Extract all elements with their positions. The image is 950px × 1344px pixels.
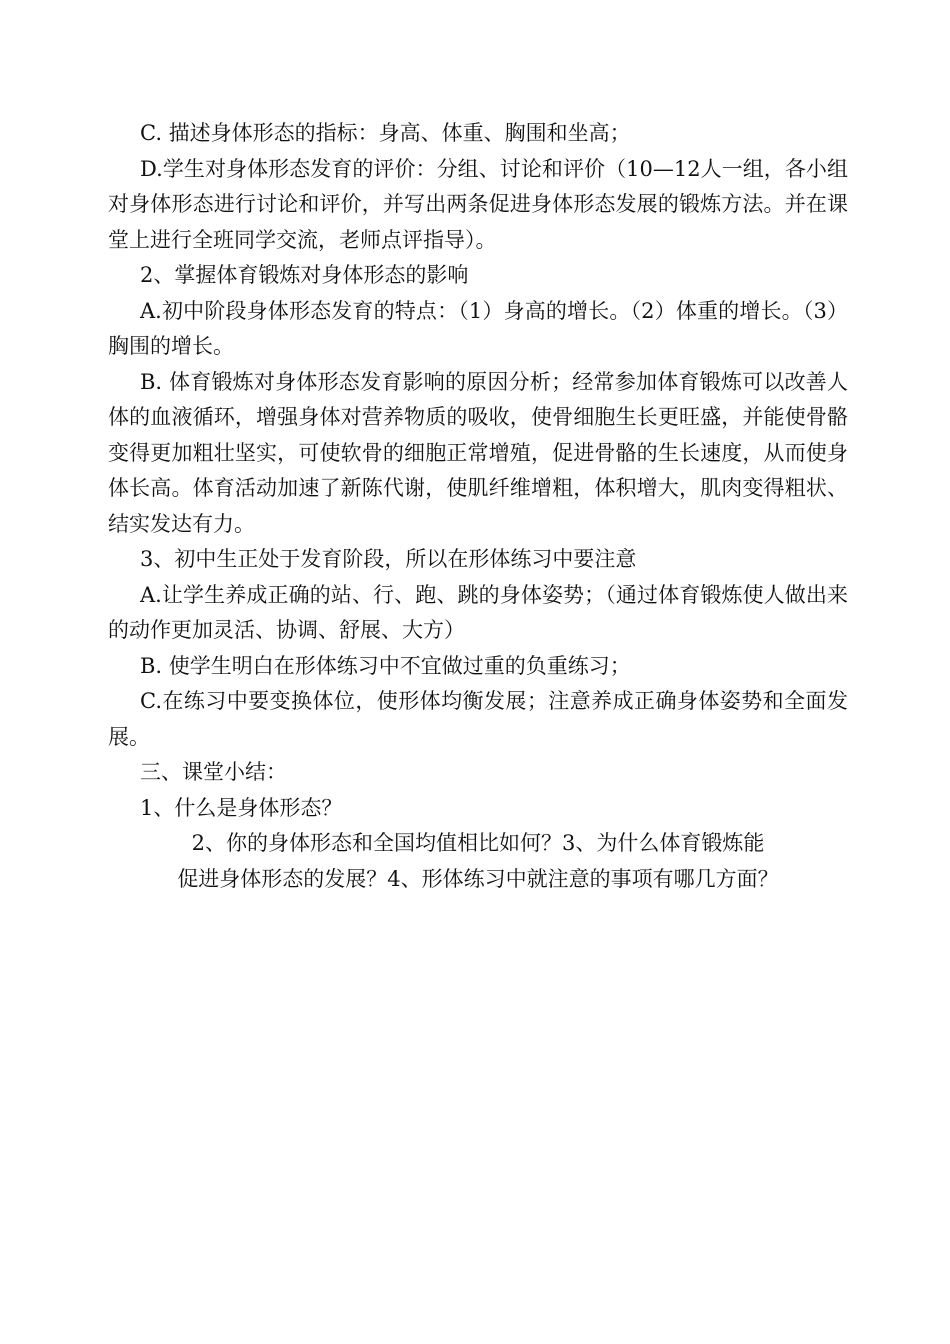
paragraph-body-shape-indicators: C. 描述身体形态的指标：身高、体重、胸围和坐高； — [140, 121, 631, 145]
paragraph-student-evaluation: D.学生对身体形态发育的评价：分组、讨论和评价（10—12人一组，各小组对身体形态进行讨论和评价，并写出两条促进身体形态发展的锻炼方法。并在课堂上进行全班同学交流，老师点评指导）。 — [108, 156, 848, 252]
summary-question-1: 1、什么是身体形态？ — [140, 795, 343, 820]
paragraph-growth-characteristics: A.初中阶段身体形态发育的特点：（1）身高的增长。（2）体重的增长。（3）胸围的增长。 — [108, 298, 848, 358]
section-heading-exercise-influence: 2、掌握体育锻炼对身体形态的影响 — [140, 263, 469, 287]
paragraph-cause-analysis: B. 体育锻炼对身体形态发育影响的原因分析；经常参加体育锻炼可以改善人体的血液循环，增强身体对营养物质的吸收，使骨细胞生长更旺盛，并能使骨骼变得更加粗壮坚实，可使软骨的细胞正常增殖，促进骨骼的生长速度，从而使身体长高。体育活动加速了新陈代谢，使肌纤维增粗，体积增大，肌肉变得粗状、结实发达有力。 — [108, 369, 848, 536]
summary-questions-line-2: 促进身体形态的发展？4、形体练习中就注意的事项有哪几方面？ — [177, 866, 779, 891]
paragraph-change-position: C.在练习中要变换体位，使形体均衡发展；注意养成正确身体姿势和全面发展。 — [108, 689, 848, 749]
summary-questions-line-1: 2、你的身体形态和全国均值相比如何？3、为什么体育锻炼能 — [191, 831, 765, 855]
paragraph-posture: A.让学生养成正确的站、行、跑、跳的身体姿势；（通过体育锻炼使人做出来的动作更加灵活、协调、舒展、大方） — [108, 582, 848, 642]
section-heading-cautions: 3、初中生正处于发育阶段，所以在形体练习中要注意 — [140, 547, 637, 571]
document-body — [108, 116, 848, 897]
paragraph-weight-training: B. 使学生明白在形体练习中不宜做过重的负重练习； — [140, 653, 631, 678]
section-heading-summary: 三、课堂小结： — [140, 760, 287, 784]
